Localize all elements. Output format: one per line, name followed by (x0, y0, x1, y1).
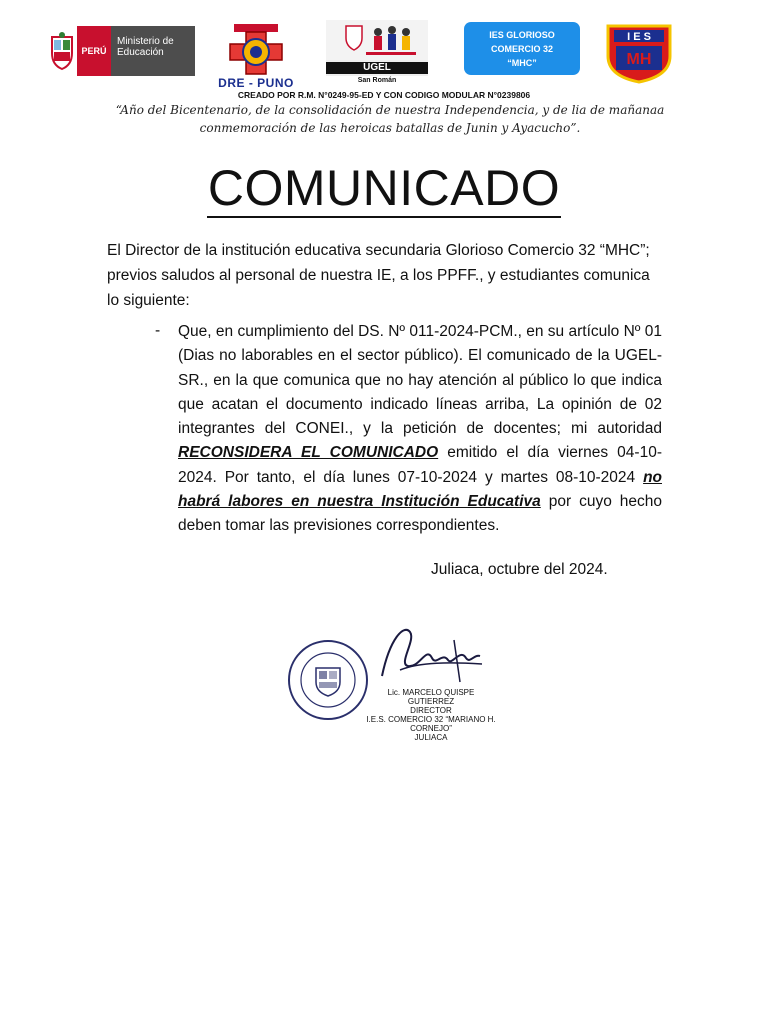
official-seal (286, 638, 370, 722)
minedu-logo (47, 26, 195, 76)
signatory-city: JULIACA (414, 733, 448, 742)
minedu-label: Ministerio de Educación (111, 26, 195, 76)
intro-paragraph: El Director de la institución educativa secundaria Glorioso Comercio 32 “MHC”; previos saludos al personal de nuestra IE, a los PPFF., y estudiantes comunica lo siguiente: (107, 242, 650, 309)
ies-shield-logo (604, 22, 674, 84)
peru-coat-of-arms-icon (47, 26, 77, 76)
document-title (0, 160, 768, 216)
dre-label: DRE - PUNO (218, 76, 294, 90)
document-title-text: COMUNICADO (207, 160, 561, 216)
ugel-emblem-icon (326, 20, 428, 60)
bullet-dash: - (155, 322, 161, 339)
round-seal-icon (286, 638, 370, 722)
ies-box-line3: “MHC” (507, 57, 537, 68)
svg-text:MH: MH (626, 51, 652, 68)
ugel-sub-label: San Román (357, 77, 397, 84)
bullet-text-part2: emitido el día viernes 04-10-2024. Por tanto, el día lunes 07-10-2024 y martes 08-10-2024 (178, 444, 662, 486)
year-motto: “Año del Bicentenario, de la consolidación de nuestra Independencia, y de lia de mañanaa conmemoración de las heroicas batallas de Junin y Ayacucho”. (115, 103, 665, 135)
minedu-country: PERÚ (77, 26, 111, 76)
bullet-text-part3: por cuyo hecho deben tomar las previsiones correspondientes. (178, 493, 662, 535)
bullet-emphasis-no-labores: no habrá labores en nuestra Institución Educativa (178, 468, 662, 511)
date-line: Juliaca, octubre del 2024. (431, 561, 608, 578)
dre-emblem-icon (218, 22, 294, 78)
ies-box-line1: IES GLORIOSO (489, 29, 555, 40)
ugel-logo (326, 20, 428, 84)
signatory-block (366, 688, 496, 742)
ies-box-line2: COMERCIO 32 (490, 43, 553, 54)
ies-name-box (464, 22, 580, 75)
bullet-emphasis-reconsidera: RECONSIDERA EL COMUNICADO (178, 444, 439, 462)
signatory-name: Lic. MARCELO QUISPE GUTIERREZ (387, 688, 475, 706)
bullet-paragraph (178, 320, 662, 539)
ies-mhc-shield-icon (604, 22, 674, 84)
signatory-institution: I.E.S. COMERCIO 32 “MARIANO H. CORNEJO” (366, 715, 496, 733)
dre-puno-logo (218, 22, 294, 90)
signatory-role: DIRECTOR (410, 706, 452, 715)
bullet-text-part1: Que, en cumplimiento del DS. Nº 011-2024-PCM., en su artículo Nº 01 (Dias no laborables en el sector público). El comunicado de la UGEL-SR., en la que comunica que no hay atención al público lo que indica que acatan el documento indicado líneas arriba, La opinión de 02 integrantes del CONEI., y la petición de docentes; mi autoridad (178, 323, 663, 438)
ugel-label: UGEL (326, 62, 428, 74)
svg-text:I E S: I E S (627, 31, 651, 43)
signature-scribble-icon (370, 618, 490, 688)
creation-resolution-line: CREADO POR R.M. N°0249-95-ED Y CON CODIGO MODULAR N°0239806 (237, 90, 531, 100)
handwritten-signature (370, 618, 490, 688)
